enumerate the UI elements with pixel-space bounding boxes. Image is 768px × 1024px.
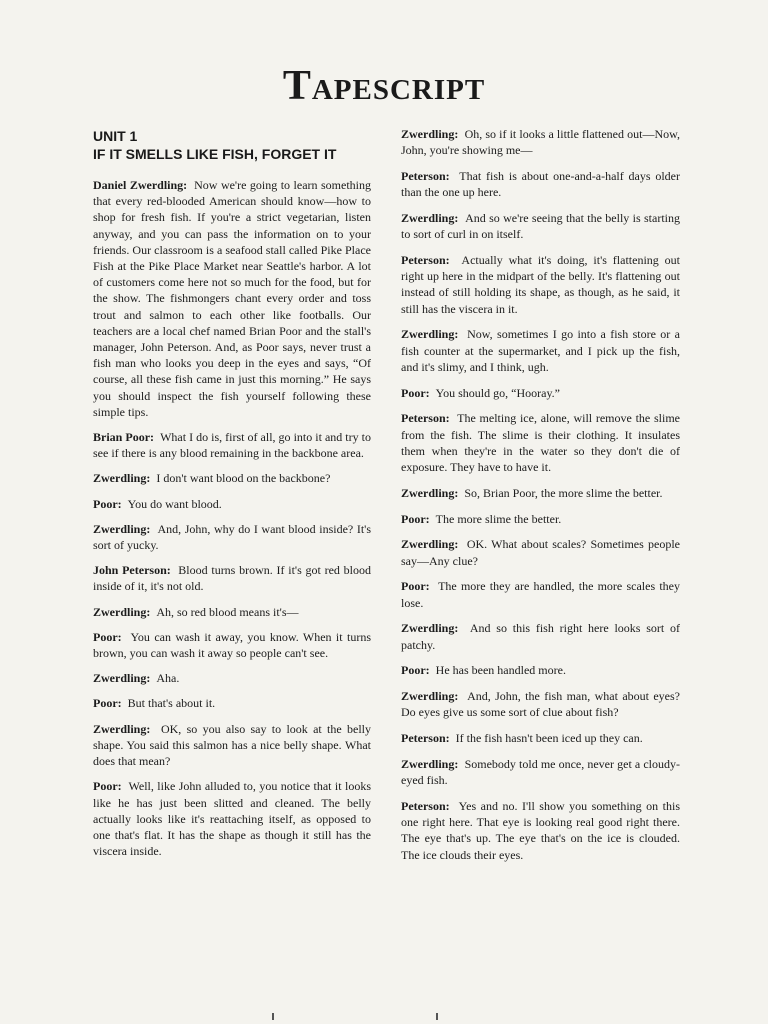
transcript-line (401, 511, 680, 527)
transcript-line (93, 670, 371, 686)
transcript-line (401, 662, 680, 678)
speaker-name: Poor: (401, 385, 430, 400)
transcript-line (93, 429, 371, 461)
speaker-name: Zwerdling: (401, 621, 459, 636)
speaker-name: Zwerdling: (401, 537, 459, 552)
speech-text: You should go, “Hooray.” (435, 385, 560, 400)
speaker-name: Poor: (401, 511, 430, 526)
speaker-name: Daniel Zwerdling: (93, 178, 188, 192)
transcript-line (401, 410, 680, 475)
speech-text: So, Brian Poor, the more slime the better. (464, 485, 663, 500)
right-transcript (401, 126, 680, 863)
speech-text: Oh, so if it looks a little flattened out—Now, John, you're showing me— (401, 127, 681, 158)
speaker-name: Peterson: (401, 253, 450, 267)
transcript-line (93, 521, 371, 553)
speech-text: Well, like John alluded to, you notice that it looks like he has just been slitted and cleaned. The belly actually looks like it's reattaching itself, as opposed to one that's flat. It has the shape as though it still has the viscera inside. (93, 779, 372, 859)
transcript-line (401, 536, 680, 568)
left-column (93, 127, 371, 868)
speech-text: That fish is about one-and-a-half days older than the one up here. (401, 169, 680, 200)
speech-text: OK, so you also say to look at the belly shape. You said this salmon has a nice belly shape. What does that mean? (93, 721, 371, 769)
scan-marks (0, 1010, 768, 1020)
transcript-line (93, 177, 371, 420)
speaker-name: Zwerdling: (401, 689, 459, 704)
transcript-line (401, 730, 680, 746)
speaker-name: Zwerdling: (401, 127, 459, 141)
transcript-line (93, 695, 371, 711)
transcript-line (401, 756, 680, 788)
speech-text: But that's about it. (127, 696, 216, 711)
speaker-name: Peterson: (401, 799, 450, 813)
speech-text: Ah, so red blood means it's— (156, 604, 299, 619)
speech-text: You do want blood. (127, 496, 222, 511)
transcript-line (401, 385, 680, 401)
right-column (401, 126, 680, 872)
speaker-name: Poor: (93, 696, 122, 711)
transcript-line (401, 168, 680, 200)
speech-text: Yes and no. I'll show you something on this one right here. That eye is looking real good right there. The eye that's up. The eye that's on the ice is clouded. The ice clouds their eyes. (401, 799, 680, 862)
transcript-line (401, 210, 680, 242)
transcript-line (93, 470, 371, 486)
speaker-name: Poor: (93, 496, 122, 511)
speech-text: Aha. (156, 671, 180, 686)
speaker-name: Peterson: (401, 731, 450, 746)
speaker-name: Brian Poor: (93, 430, 155, 445)
transcript-line (93, 721, 371, 770)
speaker-name: Poor: (401, 663, 430, 678)
speech-text: Somebody told me once, never get a cloudy-eyed fish. (401, 757, 680, 788)
speech-text: He has been handled more. (435, 663, 566, 678)
speech-text: If the fish hasn't been iced up they can. (455, 731, 643, 746)
speech-text: The more they are handled, the more scales they lose. (401, 579, 680, 610)
scan-mark (436, 1013, 438, 1020)
speaker-name: John Peterson: (93, 563, 171, 578)
transcript-line (93, 604, 371, 620)
transcript-line (401, 688, 680, 720)
speech-text: Actually what it's doing, it's flattening out right up here in the midpart of the belly. It's flattening out instead of still holding its shape, as though, as he said, it still has the viscera in it. (401, 253, 680, 316)
transcript-line (93, 629, 371, 661)
speaker-name: Zwerdling: (93, 604, 151, 619)
left-transcript (93, 177, 371, 859)
speaker-name: Peterson: (401, 169, 450, 183)
speech-text: And, John, the fish man, what about eyes? Do eyes give us some sort of clue about fish? (401, 689, 680, 720)
transcript-line (93, 778, 371, 859)
speech-text: The melting ice, alone, will remove the slime from the fish. The slime is their clothing. It insulates them when they're in the water so they don't die of exposure. They have to have it. (401, 411, 680, 475)
speaker-name: Zwerdling: (93, 521, 151, 536)
speech-text: You can wash it away, you know. When it turns brown, you can wash it away so people can't see. (93, 629, 371, 661)
transcript-line (401, 485, 680, 501)
transcript-line (401, 326, 680, 375)
transcript-line (93, 562, 371, 594)
unit-heading: IF IT SMELLS LIKE FISH, FORGET IT (93, 146, 337, 162)
page-title: Tapescript (282, 63, 486, 109)
speaker-name: Zwerdling: (93, 671, 151, 686)
speaker-name: Poor: (93, 629, 122, 644)
speaker-name: Zwerdling: (93, 721, 151, 736)
unit-number: UNIT 1 (93, 128, 138, 144)
speech-text: OK. What about scales? Sometimes people say—Any clue? (401, 537, 681, 568)
speech-text: And so this fish right here looks sort of patchy. (401, 621, 680, 652)
transcript-line (401, 126, 680, 158)
speaker-name: Peterson: (401, 411, 450, 426)
speaker-name: Zwerdling: (401, 327, 459, 342)
speaker-name: Zwerdling: (93, 471, 151, 486)
speaker-name: Poor: (93, 779, 122, 794)
speech-text: Now, sometimes I go into a fish store or a fish counter at the supermarket, and I pick up the fish, and it's slimy, and I think, ugh. (401, 327, 680, 374)
speaker-name: Zwerdling: (401, 211, 459, 225)
speaker-name: Zwerdling: (401, 485, 459, 500)
transcript-line (93, 496, 371, 512)
speech-text: The more slime the better. (435, 511, 562, 526)
transcript-line (401, 620, 680, 652)
speech-text: Blood turns brown. If it's got red blood inside of it, it's not old. (93, 563, 372, 594)
speech-text: What I do is, first of all, go into it and try to see if there is any blood remaining in the backbone area. (93, 430, 371, 461)
speech-text: Now we're going to learn something that every red-blooded American should know—how to shop for fresh fish. If you're a strict vegetarian, listen anyway, and you can pass the information on to your friends. Our classroom is a seafood stall called Pike Place Fish at the Pike Place Market near Seattle's harbor. A lot of customers come here not so much for the food, but for the show. The fishmongers chant every order and toss trout and salmon to each other like footballs. Our teachers are a local chef named Brian Poor and the stall's manager, John Peterson. And, as Poor says, never trust a fish man who looks you deep in the eyes and says, “Of course, all these fish came in just this morning.” He says you should inspect the fish yourself following these simple tips. (93, 178, 371, 419)
speaker-name: Zwerdling: (401, 757, 459, 771)
scan-mark (272, 1013, 274, 1020)
transcript-line (401, 798, 680, 863)
speech-text: And, John, why do I want blood inside? It's sort of yucky. (93, 521, 372, 553)
speaker-name: Poor: (401, 579, 430, 594)
transcript-line (401, 252, 680, 317)
speech-text: I don't want blood on the backbone? (156, 471, 331, 486)
speech-text: And so we're seeing that the belly is starting to sort of curl in on itself. (401, 211, 681, 242)
transcript-line (401, 578, 680, 610)
